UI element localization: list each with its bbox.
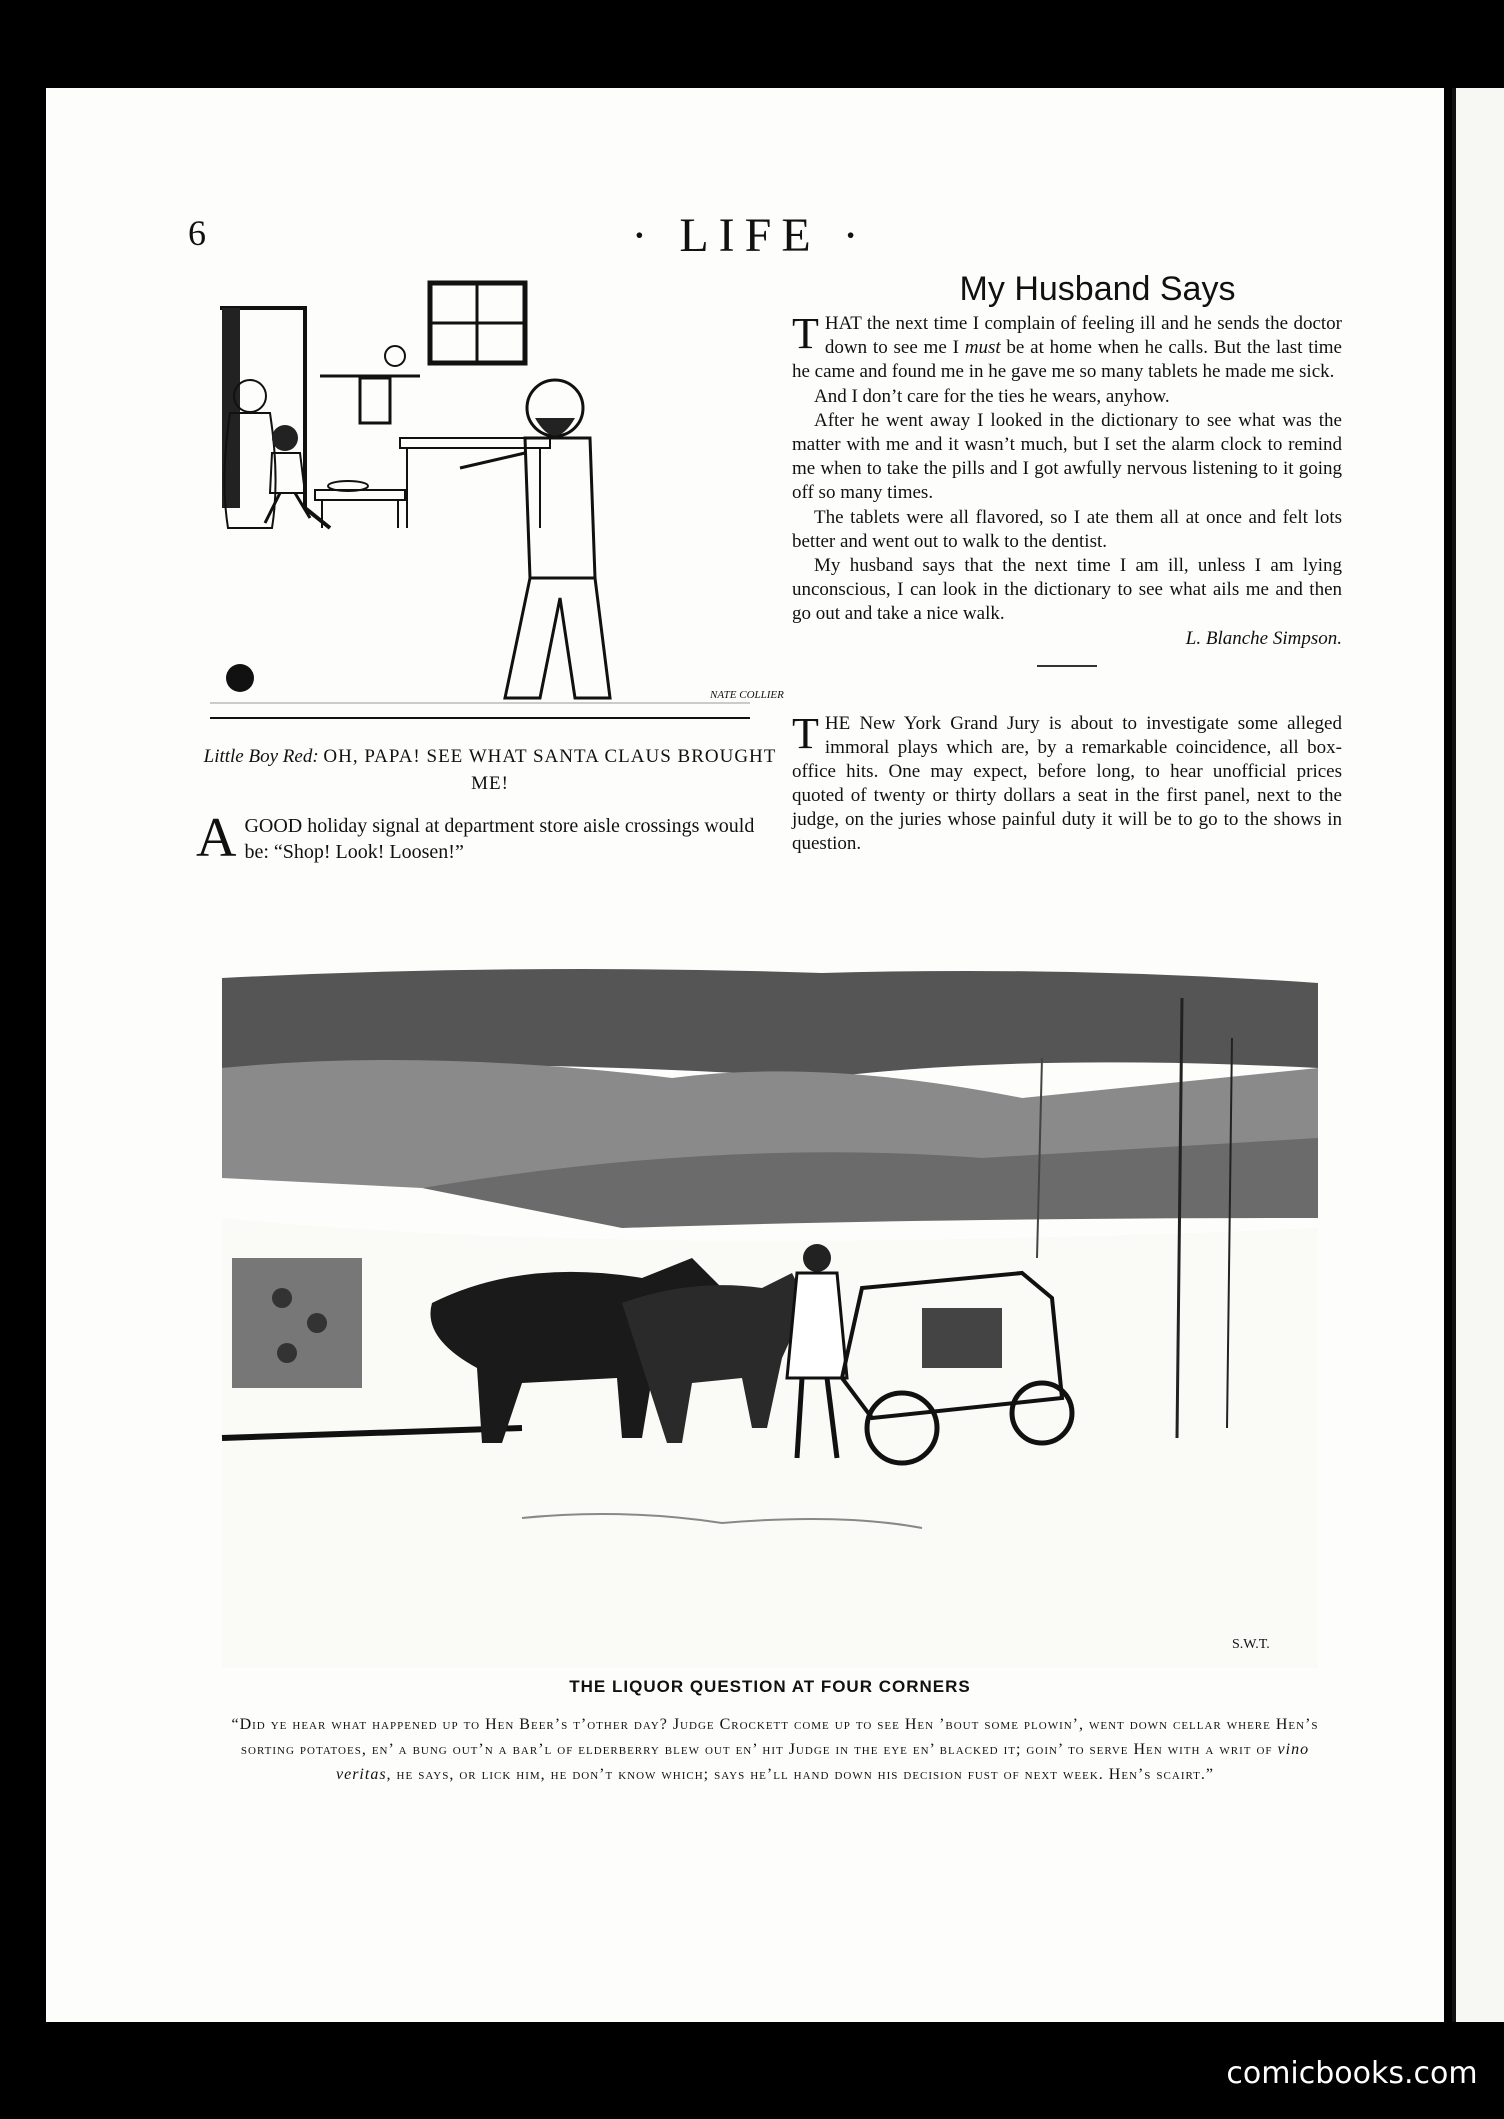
- shop-look-loosen-item: [196, 807, 776, 869]
- article-paragraph: [792, 309, 1342, 385]
- cartoon1-signature: NATE COLLIER: [710, 689, 784, 701]
- cartoon1-caption: [200, 743, 780, 797]
- masthead: · LIFE ·: [631, 209, 869, 262]
- paragraph-text: HAT the next time I complain of feeling ill and he sends the doctor down to see me I: [824, 313, 1342, 359]
- cartoon2-caption: [220, 1712, 1330, 1787]
- santa-claus-cartoon: [210, 278, 784, 730]
- dropcap: T: [792, 709, 819, 758]
- article-body: [792, 309, 1342, 667]
- emphasis: must: [964, 337, 1001, 359]
- cartoon2-title: THE LIQUOR QUESTION AT FOUR CORNERS: [569, 1677, 971, 1696]
- grand-jury-item: [792, 709, 1342, 856]
- page-number: 6: [188, 213, 206, 253]
- dropcap: A: [196, 807, 237, 869]
- jury-item-text: HE New York Grand Jury is about to investigate some alleged immoral plays which are, by a remarkable coincidence, all box-office hits. One may expect, before long, to hear unofficial prices quoted of twenty or thirty dollars a seat in the first panel, next to the judge, on the juries whose painful duty it will be to go to the shows in question.: [792, 713, 1342, 854]
- caption-speaker: Little Boy Red:: [203, 746, 319, 767]
- article-title: My Husband Says: [959, 270, 1236, 308]
- article-paragraph: And I don’t care for the ties he wears, anyhow.: [814, 385, 1170, 407]
- emphasis: vino veritas,: [336, 1741, 1310, 1783]
- caption-text: “Did ye hear what happened up to Hen Beer’s t’other day? Judge Crockett come up to see Hen ’bout some plowin’, went down cellar where Hen’s sorting potatoes, en’ a bung out’n a bar’l of elderberry blew out en’ hit Judge in the eye en’ blacked it; goin’ to serve Hen with a writ of: [231, 1716, 1319, 1758]
- shop-item-text: GOOD holiday signal at department store aisle crossings would be: “Shop! Look! Loosen!”: [244, 815, 755, 863]
- article-paragraph: The tablets were all flavored, so I ate them all at once and felt lots better and went out to walk to the dentist.: [792, 506, 1342, 552]
- article-signature: L. Blanche Simpson.: [1185, 627, 1342, 649]
- svg-text:S.W.T.: S.W.T.: [1232, 1637, 1270, 1652]
- watermark: comicbooks.com: [1226, 2056, 1478, 2091]
- caption-speech: OH, PAPA! SEE WHAT SANTA CLAUS BROUGHT ME!: [323, 746, 777, 794]
- winter-landscape-cartoon: [222, 958, 1318, 1668]
- caption-text: he says, or lick him, he don’t know which; says he’ll hand down his decision fust of next week. Hen’s scairt.”: [391, 1766, 1214, 1783]
- next-page-edge: [1452, 88, 1504, 2022]
- paragraph-text: be at home when he calls. But the last time he came and found me in he gave me so many tablets he made me sick.: [792, 337, 1342, 383]
- divider: [1037, 665, 1097, 667]
- dropcap: T: [792, 309, 819, 358]
- article-paragraph: My husband says that the next time I am ill, unless I am lying unconscious, I can look in the dictionary to see what ails me and then go out and take a nice walk.: [792, 555, 1342, 625]
- article-paragraph: After he went away I looked in the dictionary to see what was the matter with me and it wasn’t much, but I set the alarm clock to remind me when to take the pills and I got awfully nervous listening to it going off so many times.: [792, 409, 1342, 504]
